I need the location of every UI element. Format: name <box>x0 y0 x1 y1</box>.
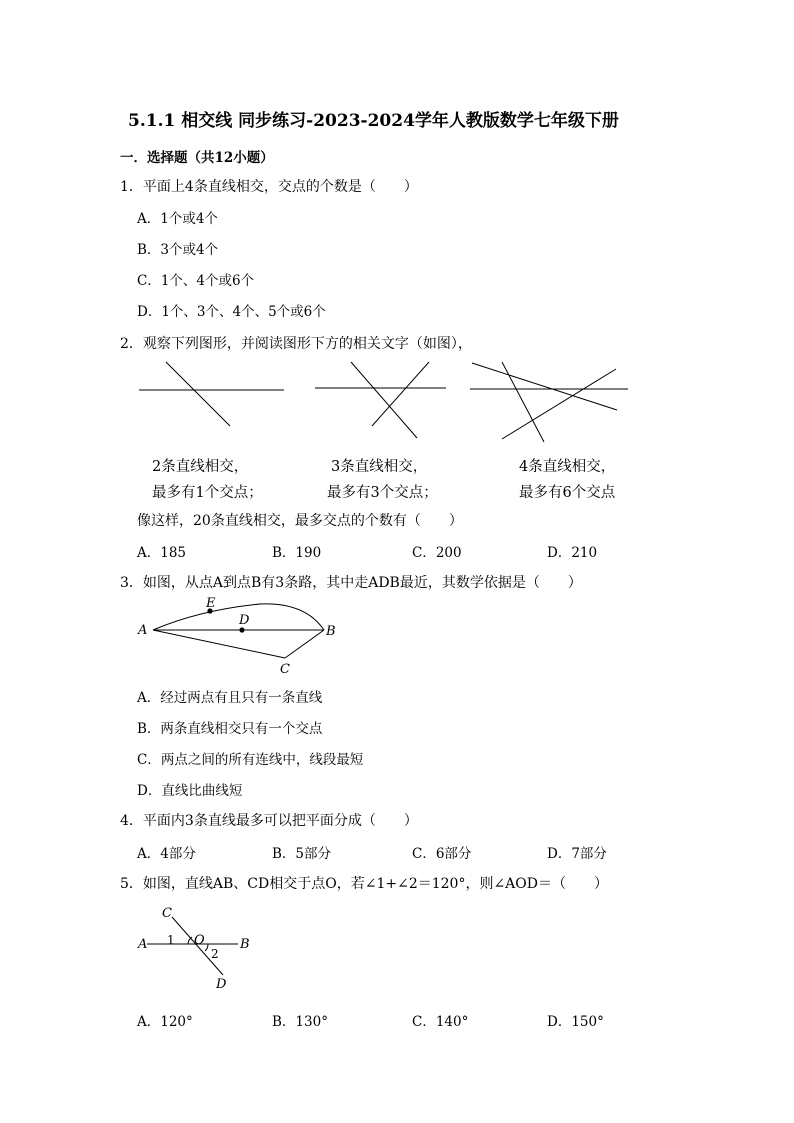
angle-2-arc <box>205 944 208 951</box>
label-B: B <box>240 937 250 952</box>
label-angle-1: 1 <box>167 933 175 947</box>
angle-1-arc <box>188 937 192 944</box>
question-1-option-c[interactable]: C．1个、4个或6个 <box>137 273 255 289</box>
figure-3-caption-line2: 最多有6个交点 <box>519 485 616 501</box>
page-title: 5.1.1 相交线 同步练习-2023-2024学年人教版数学七年级下册 <box>128 111 619 131</box>
question-4-option-d[interactable]: D．7部分 <box>547 846 607 862</box>
question-3-option-a[interactable]: A．经过两点有且只有一条直线 <box>137 690 323 706</box>
question-1-option-a[interactable]: A．1个或4个 <box>137 211 218 227</box>
question-3-option-c[interactable]: C．两点之间的所有连线中，线段最短 <box>137 752 364 768</box>
fig3-line-2 <box>472 363 617 410</box>
question-3-option-d[interactable]: D．直线比曲线短 <box>137 783 243 799</box>
question-5-option-c[interactable]: C．140° <box>412 1014 469 1030</box>
figure-1-caption-line2: 最多有1个交点； <box>152 485 263 501</box>
question-2-option-d[interactable]: D．210 <box>547 545 598 561</box>
figure-3-caption-line1: 4条直线相交， <box>519 459 616 475</box>
question-1-option-b[interactable]: B．3个或4个 <box>137 242 219 258</box>
figure-2-caption-line2: 最多有3个交点； <box>327 485 438 501</box>
question-2-option-b[interactable]: B．190 <box>272 545 322 561</box>
question-2-option-c[interactable]: C．200 <box>412 545 462 561</box>
question-1-option-d[interactable]: D．1个、3个、4个、5个或6个 <box>137 304 326 320</box>
label-O: O <box>194 933 205 948</box>
question-5-option-a[interactable]: A．120° <box>137 1014 193 1030</box>
question-4-option-a[interactable]: A．4部分 <box>137 846 196 862</box>
label-E: E <box>206 596 216 611</box>
question-3-option-b[interactable]: B．两条直线相交只有一个交点 <box>137 721 323 737</box>
question-2-option-a[interactable]: A．185 <box>137 545 187 561</box>
label-B: B <box>326 624 336 639</box>
label-A: A <box>138 623 148 638</box>
fig2-line-slant-1 <box>351 362 417 438</box>
point-D <box>239 627 244 632</box>
question-1-stem: 1．平面上4条直线相交，交点的个数是（ ） <box>120 179 418 195</box>
question-5-stem: 5．如图，直线AB、CD相交于点O，若∠1+∠2＝120°，则∠AOD＝（ ） <box>120 876 608 892</box>
question-4-option-b[interactable]: B．5部分 <box>272 846 332 862</box>
label-A: A <box>138 937 148 952</box>
segment-AC <box>153 630 285 658</box>
question-5-option-d[interactable]: D．150° <box>547 1014 604 1030</box>
label-D: D <box>216 977 227 992</box>
question-3-figure <box>0 590 794 680</box>
figure-1-caption-line1: 2条直线相交， <box>152 459 249 475</box>
fig2-line-slant-2 <box>372 362 429 426</box>
label-D: D <box>239 613 250 628</box>
question-5-figure <box>0 900 794 1000</box>
question-2-followup: 像这样，20条直线相交，最多交点的个数有（ ） <box>137 513 463 529</box>
segment-CB <box>285 630 324 658</box>
section-heading: 一．选择题（共12小题） <box>120 150 274 166</box>
figure-2-caption-line1: 3条直线相交， <box>331 459 428 475</box>
label-C: C <box>280 662 290 677</box>
label-C: C <box>162 906 172 921</box>
question-4-option-c[interactable]: C．6部分 <box>412 846 472 862</box>
question-3-stem: 3．如图，从点A到点B有3条路，其中走ADB最近，其数学依据是（ ） <box>120 575 582 591</box>
label-angle-2: 2 <box>211 947 219 961</box>
question-4-stem: 4．平面内3条直线最多可以把平面分成（ ） <box>120 813 418 829</box>
question-2-stem: 2．观察下列图形，并阅读图形下方的相关文字（如图）， <box>120 336 472 352</box>
question-5-option-b[interactable]: B．130° <box>272 1014 328 1030</box>
fig3-line-1 <box>502 362 544 442</box>
fig1-line-slant <box>166 362 230 426</box>
